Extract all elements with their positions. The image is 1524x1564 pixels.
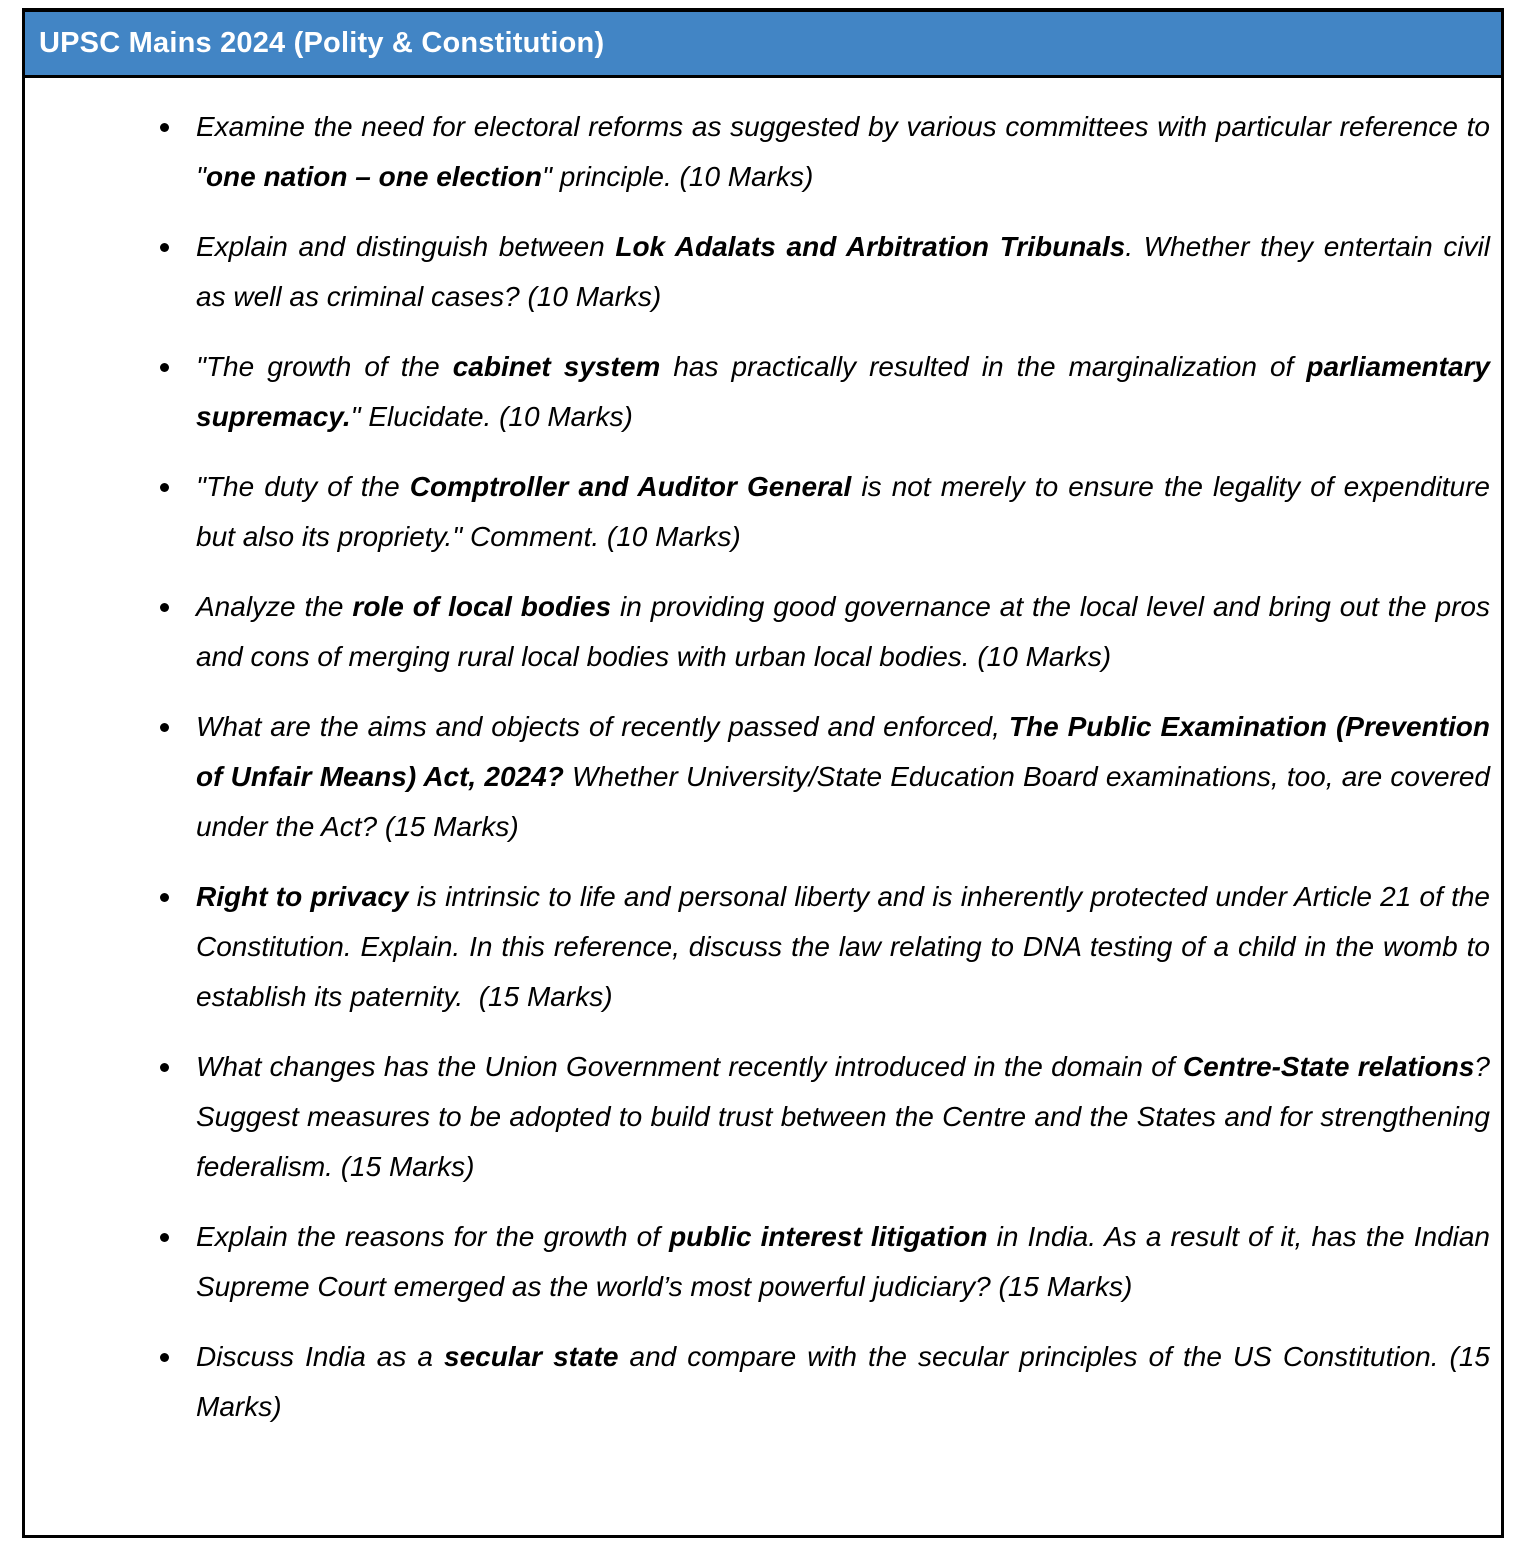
question-text-bold: role of local bodies bbox=[352, 591, 612, 622]
bullet-icon bbox=[160, 363, 169, 372]
question-text: Analyze the bbox=[196, 591, 353, 622]
question-list bbox=[25, 102, 1501, 1432]
bullet-icon bbox=[160, 243, 169, 252]
question-text-bold: one nation – one election bbox=[205, 161, 542, 192]
question-item bbox=[196, 102, 1490, 202]
question-item bbox=[196, 1332, 1490, 1432]
question-item bbox=[196, 342, 1490, 442]
question-text-bold: parliamentary supremacy. bbox=[196, 351, 1490, 432]
bullet-icon bbox=[160, 1353, 169, 1362]
question-text: is intrinsic to life and personal liberty and is inherently protected under Article 21 of the Constitution. Explain. In this reference, discuss the law relating to DNA testing of a child in the womb to establish its paternity. (15 Marks) bbox=[196, 881, 1490, 1012]
question-text: Whether University/State Education Board examinations, too, are covered under the Act? (15 Marks) bbox=[196, 761, 1490, 842]
question-text: " Elucidate. (10 Marks) bbox=[350, 401, 633, 432]
bullet-icon bbox=[160, 123, 169, 132]
question-text: What changes has the Union Government recently introduced in the domain of bbox=[196, 1051, 1183, 1082]
question-text: "The growth of the bbox=[196, 351, 453, 382]
question-text-bold: Right to privacy bbox=[196, 881, 409, 912]
question-text: What are the aims and objects of recently passed and enforced, bbox=[196, 711, 1009, 742]
question-text-bold: The Public Examination (Prevention of Unfair Means) Act, 2024? bbox=[196, 711, 1491, 792]
question-text: and compare with the secular principles of the US Constitution. (15 Marks) bbox=[196, 1341, 1490, 1422]
bullet-icon bbox=[160, 1063, 169, 1072]
question-text: " principle. (10 Marks) bbox=[542, 161, 814, 192]
question-item bbox=[196, 1042, 1490, 1192]
question-item bbox=[196, 222, 1490, 322]
question-text-bold: public interest litigation bbox=[669, 1221, 988, 1252]
question-text-bold: cabinet system bbox=[452, 351, 661, 382]
question-text-bold: secular state bbox=[444, 1341, 619, 1372]
question-text: is not merely to ensure the legality of expenditure but also its propriety." Comment. (10 Marks) bbox=[196, 471, 1491, 552]
table-header-row bbox=[22, 8, 1504, 78]
question-text: has practically resulted in the marginalization of bbox=[660, 351, 1307, 382]
question-text: . Whether they entertain civil as well as criminal cases? (10 Marks) bbox=[196, 231, 1490, 312]
question-text-bold: Centre-State relations bbox=[1182, 1051, 1475, 1082]
question-item bbox=[196, 702, 1490, 852]
question-text: in India. As a result of it, has the Indian Supreme Court emerged as the world’s most powerful judiciary? (15 Marks) bbox=[196, 1221, 1491, 1302]
bullet-icon bbox=[160, 723, 169, 732]
bullet-icon bbox=[160, 1233, 169, 1242]
question-text: Discuss India as a bbox=[196, 1341, 444, 1372]
table-body-row bbox=[22, 78, 1504, 1538]
question-text: Examine the need for electoral reforms as suggested by various committees with particular reference to " bbox=[196, 111, 1490, 192]
question-text: Explain the reasons for the growth of bbox=[196, 1221, 670, 1252]
question-item bbox=[196, 872, 1490, 1022]
question-text: "The duty of the bbox=[196, 471, 410, 502]
question-text-bold: Comptroller and Auditor General bbox=[409, 471, 852, 502]
bullet-icon bbox=[160, 893, 169, 902]
document-table bbox=[22, 8, 1504, 1538]
question-text: in providing good governance at the local level and bring out the pros and cons of merging rural local bodies with urban local bodies. (10 Marks) bbox=[196, 591, 1490, 672]
bullet-icon bbox=[160, 483, 169, 492]
question-text-bold: Lok Adalats and Arbitration Tribunals bbox=[615, 231, 1126, 262]
question-text: ? Suggest measures to be adopted to build trust between the Centre and the States and for strengthening federalism. (15 Marks) bbox=[196, 1051, 1490, 1182]
page-title: UPSC Mains 2024 (Polity & Constitution) bbox=[39, 27, 605, 59]
question-item bbox=[196, 582, 1490, 682]
question-item bbox=[196, 1212, 1490, 1312]
bullet-icon bbox=[160, 603, 169, 612]
question-text: Explain and distinguish between bbox=[196, 231, 616, 262]
question-item bbox=[196, 462, 1490, 562]
